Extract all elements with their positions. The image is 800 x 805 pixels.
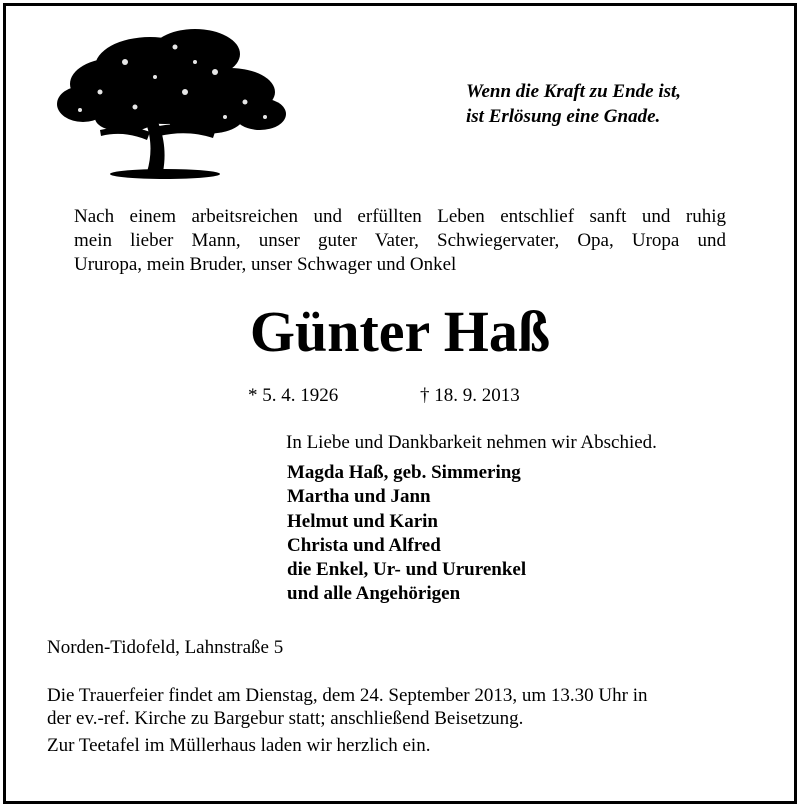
mourner: Magda Haß, geb. Simmering (287, 462, 521, 483)
deceased-name: Günter Haß (249, 299, 551, 364)
mourners-list (287, 461, 526, 607)
mourner: und alle Angehörigen (287, 583, 461, 605)
intro-line-2: mein lieber Mann, unser guter Vater, Schwiegervater, Opa, Uropa und (74, 230, 726, 251)
motto-line-2: ist Erlösung eine Gnade. (466, 106, 661, 127)
mourner: Martha und Jann (287, 486, 431, 508)
mourner: Christa und Alfred (287, 534, 441, 556)
death-date: † 18. 9. 2013 (420, 385, 520, 406)
intro-line-1: Nach einem arbeitsreichen und erfüllten Leben entschlief sanft und ruhig (74, 206, 726, 227)
address: Norden-Tidofeld, Lahnstraße 5 (47, 637, 284, 658)
motto-line-1: Wenn die Kraft zu Ende ist, (466, 81, 682, 102)
birth-date: * 5. 4. 1926 (248, 385, 339, 406)
mourner: die Enkel, Ur- und Ururenkel (287, 559, 527, 581)
tea-invitation: Zur Teetafel im Müllerhaus laden wir herzlich ein. (47, 735, 431, 756)
service-info (47, 684, 747, 730)
tree-icon (55, 22, 290, 180)
intro-text (74, 205, 726, 277)
motto (466, 79, 681, 129)
intro-line-3: Ururopa, mein Bruder, unser Schwager und Onkel (74, 254, 457, 275)
farewell-text: In Liebe und Dankbarkeit nehmen wir Abschied. (286, 432, 657, 453)
service-line-1: Die Trauerfeier findet am Dienstag, dem 24. September 2013, um 13.30 Uhr in (47, 685, 648, 706)
service-line-2: der ev.-ref. Kirche zu Bargebur statt; anschließend Beisetzung. (47, 708, 524, 729)
mourner: Helmut und Karin (287, 510, 438, 532)
